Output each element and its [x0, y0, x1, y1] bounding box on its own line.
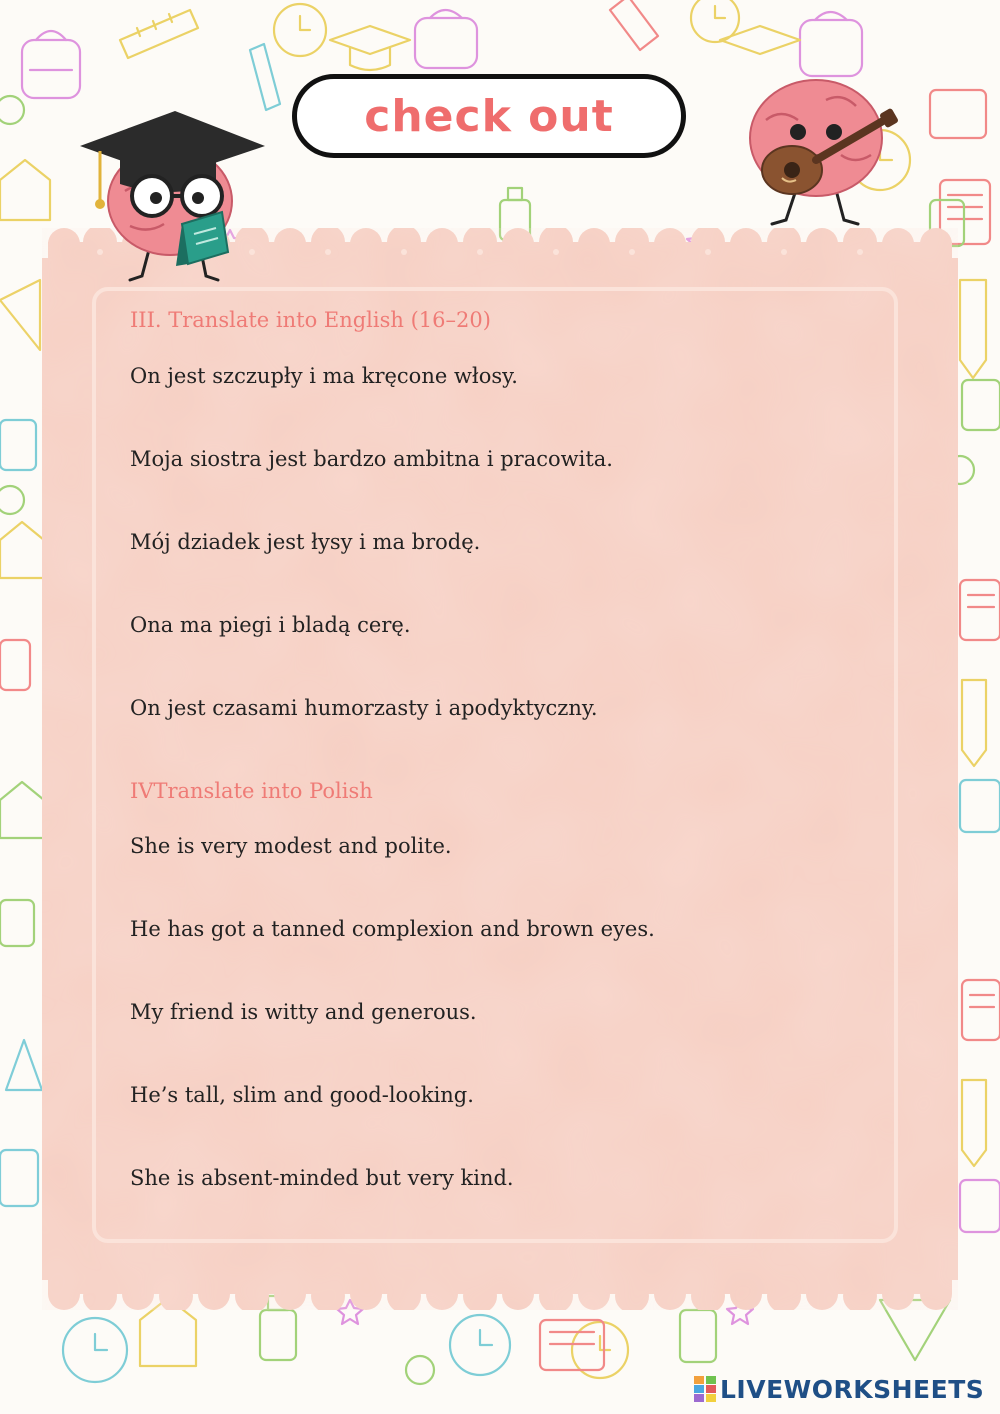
title-banner	[292, 74, 686, 158]
guitar-brain-mascot-icon	[726, 70, 916, 235]
liveworksheets-logo-icon	[694, 1376, 716, 1402]
sentence: Mój dziadek jest łysy i ma brodę.	[130, 530, 481, 554]
sentence: My friend is witty and generous.	[130, 1000, 477, 1024]
sentence: Ona ma piegi i bladą cerę.	[130, 613, 411, 637]
section-heading: IVTranslate into Polish	[130, 779, 373, 803]
brand-name: LIVEWORKSHEETS	[720, 1374, 985, 1404]
sentence: He’s tall, slim and good-looking.	[130, 1083, 474, 1107]
sentence: She is absent-minded but very kind.	[130, 1166, 514, 1190]
sentence: On jest czasami humorzasty i apodyktyczny.	[130, 696, 598, 720]
sentence: He has got a tanned complexion and brown eyes.	[130, 917, 655, 941]
sentence: On jest szczupły i ma kręcone włosy.	[130, 364, 518, 388]
page-title: check out	[364, 90, 614, 142]
liveworksheets-brand[interactable]	[694, 1372, 984, 1406]
graduate-brain-mascot-icon	[70, 96, 270, 286]
sentence: Moja siostra jest bardzo ambitna i pracowita.	[130, 447, 613, 471]
sentence: She is very modest and polite.	[130, 834, 452, 858]
section-heading: III. Translate into English (16–20)	[130, 308, 491, 332]
